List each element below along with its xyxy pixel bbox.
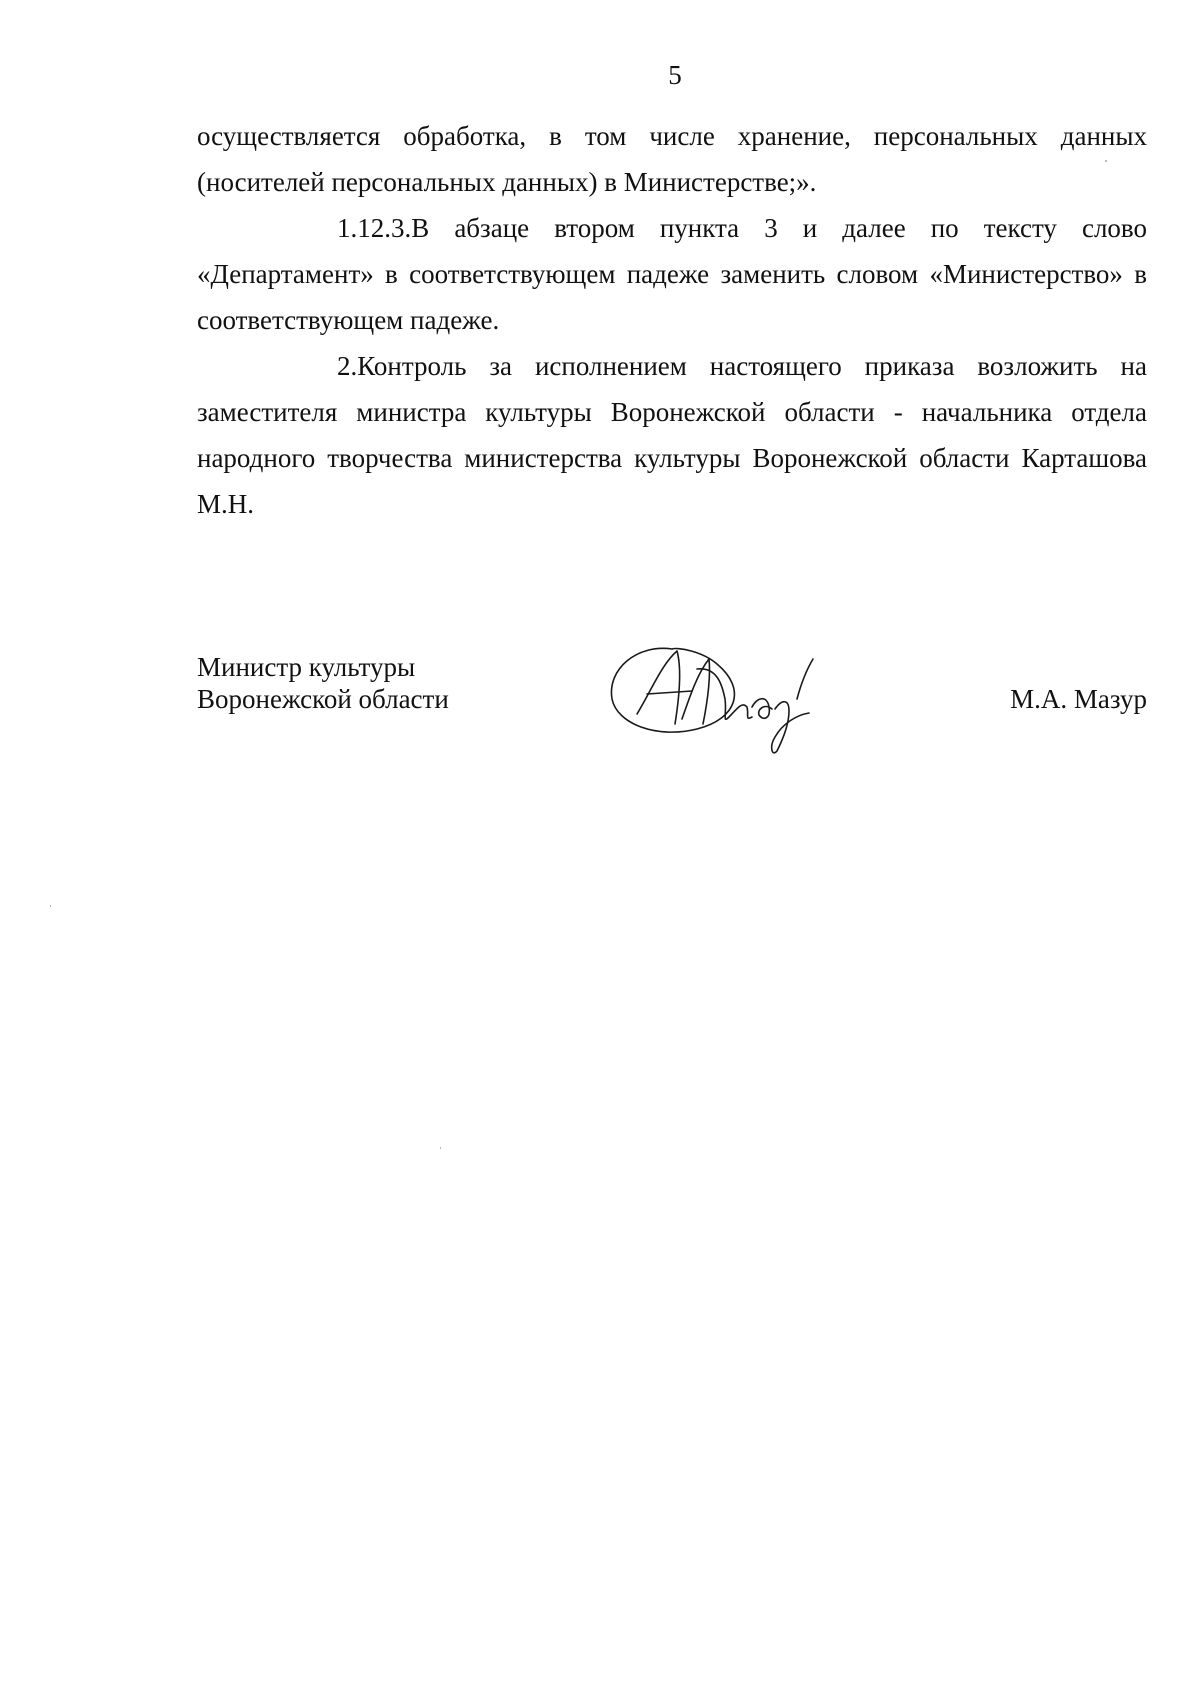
document-body <box>197 113 1147 527</box>
page-number: 5 <box>668 60 682 90</box>
signatory-title-line-1: Министр культуры <box>197 652 416 682</box>
signatory-title <box>197 651 449 715</box>
item-number: 1.12.3. <box>337 213 412 243</box>
paragraph-item-1-12-3 <box>197 205 1147 343</box>
signatory-title-line-2: Воронежской области <box>197 684 449 714</box>
signature-block <box>197 651 1147 781</box>
handwritten-signature-icon <box>597 629 837 759</box>
paragraph-continuation: осуществляется обработка, в том числе хранение, персональных данных (носителей персональных данных) в Министерстве;». <box>197 121 1147 197</box>
paragraph-text: Контроль за исполнением настоящего приказа возложить на заместителя министра культуры Воронежской области - начальника отдела народного творчества министерства культуры Воронежской области Карташова М.Н. <box>197 351 1147 519</box>
scan-speck <box>50 905 51 907</box>
signatory-name: М.А. Мазур <box>1010 684 1147 714</box>
paragraph-item-2 <box>197 343 1147 527</box>
item-number: 2. <box>337 351 358 381</box>
scan-speck <box>1105 160 1107 162</box>
scan-speck <box>440 1147 441 1149</box>
paragraph-text: В абзаце втором пункта 3 и далее по тексту слово «Департамент» в соответствующем падеже заменить словом «Министерство» в соответствующем падеже. <box>197 213 1147 335</box>
